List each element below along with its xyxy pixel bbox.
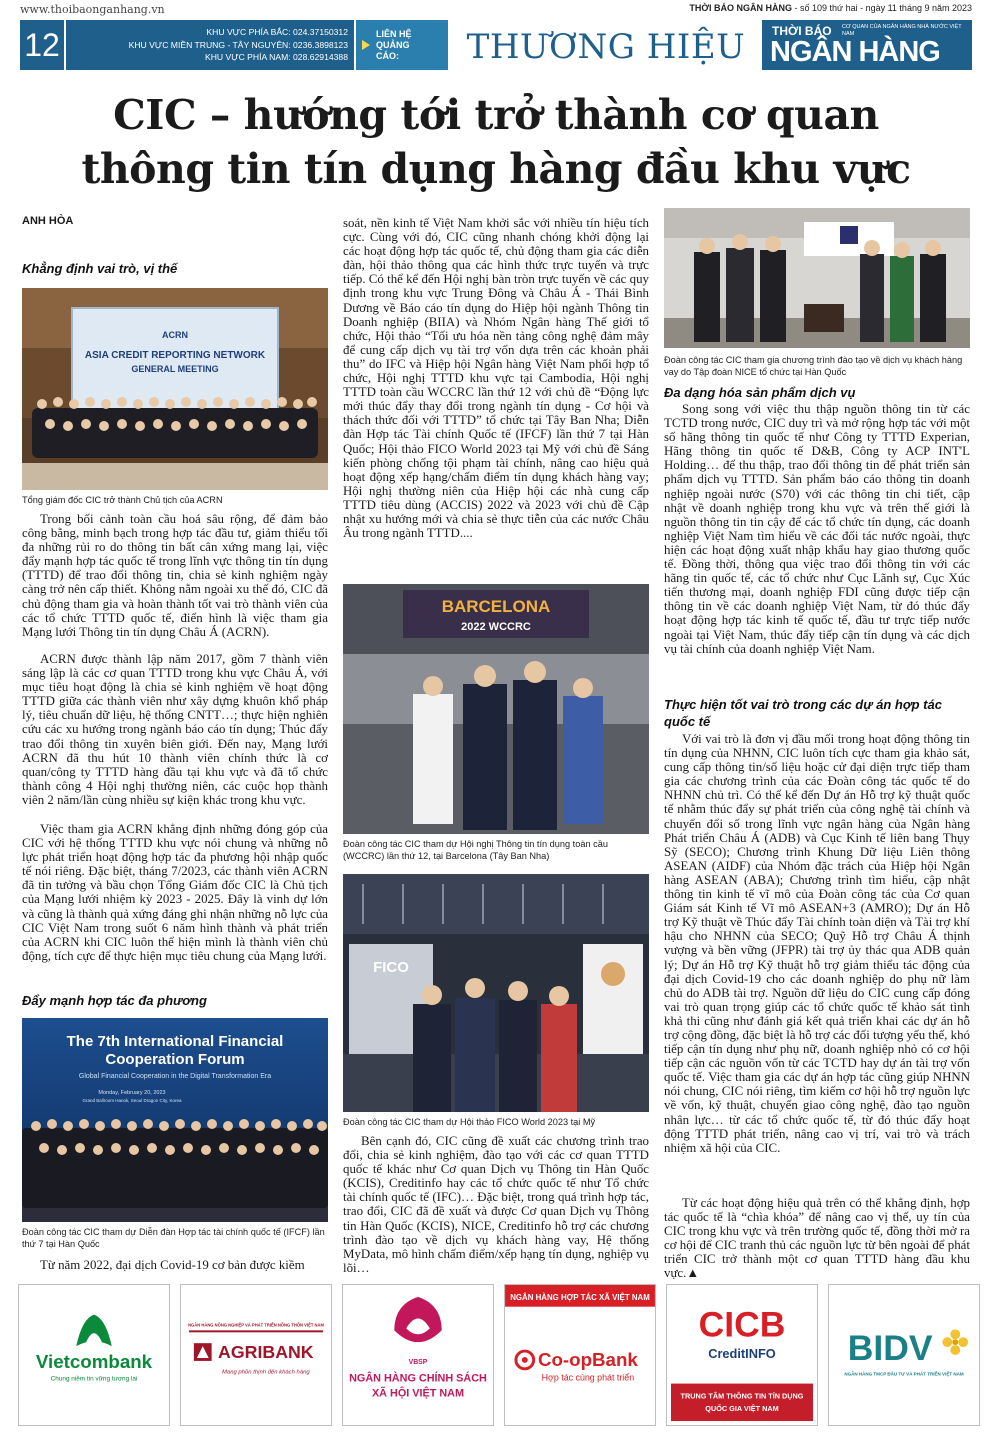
vbsp-lotus-icon (394, 1297, 441, 1342)
paragraph: Với vai trò là đơn vị đầu mối trong hoạt động thông tin tín dụng của NHNN, CIC luôn tích cực tham gia khảo sát, cung cấp thông tin/số liệu hoặc cử đại diện trực tiếp tham gia các chương trình của các Đoàn công tác quốc tế do NHNN chủ trì. Có thể kể đến Dự án Hỗ trợ kỹ thuật quốc tế nhằm thúc đẩy sự phát triển của công nghệ tài chính và chuyển đổi số trong lĩnh vực ngân hàng của Ngân hàng Phát triển Châu Á (ADB) và Cục Kinh tế liên bang Thụy Sỹ (SECO); Chương trình Khung Dữ liệu Liên thông ASEAN (AIDF) của Nhóm đặc trách của Hiệp hội Ngân hàng ASEAN (ABA); Chương trình tìm hiểu, cập nhật thông tin kinh tế vĩ mô của Đoàn công tác của Cơ quan Giám sát Kinh tế Vĩ mô ASEAN+3 (AMRO); Dự án Hỗ trợ Kỹ thuật về Thúc đẩy Tài chính toàn diện và Tài trợ khí hậu cho NHNN của SECO; Quỹ Hỗ trợ Châu Á thịnh vượng và bền vững (JFPR) tài trợ ủy thác qua ADB quản lý; Dự án Hỗ trợ Kỹ thuật hỗ trợ giảm thiểu tác động của đại dịch Covid-19 cho các doanh nghiệp do phụ nữ làm chủ do ADB tài trợ. Nguồn dữ liệu do CIC cung cấp đóng vai trò quan trọng giúp các tổ chức quốc tế khảo sát tình khả thi cũng như đánh giá kết quả triển khai các dự án hỗ trợ cộng đồng, đặc biệt là hỗ trợ các đối tượng yếu thế, khó tiếp cận tín dụng như phụ nữ, doanh nghiệp nhỏ có cơ hội tiếp cận các nguồn vốn từ các TCTD hay dự án tài trợ vốn quốc tế. Việc tham gia các dự án hợp tác cũng giúp NHNN nói chung, CIC nói riêng, tìm kiếm cơ hội hỗ trợ nguồn lực về vốn, kỹ thuật, chuyển giao công nghệ, đào tạo nguồn nhân lực… từ các tổ chức quốc tế, từ đó thúc đẩy hoạt động TTTD phát triển, nâng cao vị trí, vai trò và trách nhiệm xã hội của CIC. (664, 732, 970, 1155)
issue-date: - số 109 thứ hai - ngày 11 tháng 9 năm 2023 (792, 3, 972, 13)
forum-date: Monday, February 20, 2023 (98, 1090, 166, 1096)
photo-fico-world (343, 874, 649, 1112)
forum-title-2: Cooperation Forum (105, 1051, 245, 1068)
section-title: THƯƠNG HIỆU (466, 27, 746, 67)
paragraph: Việc tham gia ACRN khẳng định những đóng góp của CIC với hệ thống TTTD khu vực nói chung và những nỗ lực phát triển hoạt động hợp tác đa phương hội nhập quốc tế nói riêng. Đặc biệt, tháng 7/2023, các thành viên ACRN đã tin tưởng và bầu chọn Tổng Giám đốc CIC là Chủ tịch của Mạng lưới nhiệm kỳ 2023 - 2025. Đây là vinh dự lớn và cũng là thành quả xứng đáng ghi nhận những nỗ lực của CIC Việt Nam trong suốt 6 năm hình thành và phát triển của ACRN khi CIC luôn thể hiện mình là thành viên chủ động, tích cực để thực hiện mục tiêu chung của Mạng lưới. (22, 822, 328, 963)
photo-caption: Đoàn công tác CIC tham dự Hội thảo FICO World 2023 tại Mỹ (343, 1117, 596, 1127)
bidv-name: BIDV (847, 1327, 933, 1368)
masthead (762, 20, 972, 70)
headline-line: thông tin tín dụng hàng đầu khu vực (81, 145, 911, 193)
top-bar (20, 3, 972, 17)
paragraph: Từ các hoạt động hiệu quả trên có thể khẳng định, hợp tác quốc tế là “chìa khóa” để nâng cao vị thế, uy tín của CIC trong khu vực và trên trường quốc tế, đồng thời mở ra cơ hội để CIC tranh thủ các nguồn lực từ bên ngoài để phát triển CIC trở thành một cơ quan TTTD hàng đầu khu vực.▲ (664, 1196, 970, 1281)
masthead-top: THỜI BÁO (772, 24, 832, 38)
photo-wccrc-barcelona (343, 584, 649, 834)
vbsp-mark: VBSP (408, 1358, 428, 1366)
masthead-main: NGÂN HÀNG (770, 36, 940, 68)
photo-caption: Tổng giám đốc CIC trở thành Chủ tịch của ACRN (22, 495, 223, 505)
advert-line: QUẢNG (376, 40, 410, 50)
photo-caption: Đoàn công tác CIC tham gia chương trình đào tạo về dịch vụ khách hàng vay do Tập đoàn NICE tổ chức tại Hàn Quốc (664, 355, 963, 377)
banner-line-2: GENERAL MEETING (131, 364, 219, 374)
logo-cic (666, 1284, 818, 1426)
issue-name: THỜI BÁO NGÂN HÀNG (689, 3, 793, 13)
subhead: Đa dạng hóa sản phẩm dịch vụ (664, 385, 856, 400)
contact-south: KHU VỰC PHÍA NAM: 028.62914388 (204, 52, 348, 62)
contact-north: KHU VỰC PHÍA BẮC: 024.37150312 (206, 27, 348, 37)
logo-vbsp (342, 1284, 494, 1426)
vietcombank-leaf-icon (76, 1315, 111, 1347)
cic-line-2: QUỐC GIA VIỆT NAM (705, 1404, 779, 1414)
barcelona-sign: BARCELONA (441, 597, 551, 616)
forum-title-1: The 7th International Financial (66, 1033, 284, 1050)
logo-vietcombank (18, 1284, 170, 1426)
cic-brand: CreditINFO (708, 1345, 776, 1361)
forum-subtitle: Global Financial Cooperation in the Digital Transformation Era (78, 1073, 272, 1080)
advert-line: LIÊN HỆ (376, 29, 412, 39)
logo-bidv (828, 1284, 980, 1426)
masthead-tagline: CƠ QUAN CỦA NGÂN HÀNG NHÀ NƯỚC VIỆT NAM (842, 24, 962, 37)
forum-venue: Grand Ballroom Hanok, Seoul Dragon City, Korea (82, 1098, 182, 1103)
arrow-icon (362, 40, 370, 50)
coop-name: Co-opBank (537, 1348, 638, 1370)
wccrc-sign: 2022 WCCRC (461, 621, 531, 633)
headline (20, 88, 972, 196)
banner-line-1: ASIA CREDIT REPORTING NETWORK (84, 350, 266, 361)
agribank-slogan: Mang phồn thịnh đến khách hàng (222, 1369, 310, 1376)
issue-info (689, 3, 972, 13)
paragraph: soát, nền kinh tế Việt Nam khởi sắc với nhiều tín hiệu tích cực. Cùng với đó, CIC cũng nhanh chóng khởi động lại các hoạt động hợp tác quốc tế, chủ động tham gia các diễn đàn, hội thảo thông qua các hình thức trực tuyến và trực tiếp. Có thể kể đến Hội nghị bàn tròn trực tuyến về các quy định trong khu vực Trung Đông và Châu Á - Thái Bình Dương về Báo cáo tín dụng do Hiệp hội ngành Thông tin Doanh nghiệp (BIIA) và Nhóm Ngân hàng Thế giới tổ chức, Hội thảo “Tối ưu hóa nền tảng công nghệ đảm mây để cung cấp dịch vụ tài trợ vốn dựa trên các khoản phải thu” do IFC và Hiệp hội Ngân hàng Việt Nam phối hợp tổ chức, Hội nghị TTTD khu vực tại Cambodia, Hội nghị TTTD toàn cầu WCCRC lần thứ 12 với chủ đề “Động lực mới thúc đẩy thay đổi trong ngành tín dụng - Cơ hội và thách thức đối với TTTD” tổ chức tại Tây Ban Nha; Diễn đàn Hợp tác Tài chính Quốc tế (IFCF) lần thứ 7 tại Hàn Quốc; Hội thảo FICO World 2023 tại Mỹ với chủ đề Sáng kiến phòng chống tội phạm tài chính, nâng cao hiệu quả hoạt động xếp hạng/chấm điểm tín dụng khách hàng vay; Hội nghị thường niên của Hiệp hội các nhà cung cấp TTTD tiêu dùng (ACCIS) 2022 và 2023 với chủ đề Cập nhật xu hướng mới và chia sẻ thực tiễn của các nước Châu Âu trong ngành TTTD.... (343, 216, 649, 541)
paragraph: Song song với việc thu thập nguồn thông tin từ các TCTD trong nước, CIC duy trì và mở rộng hợp tác với một số hãng thông tin quốc tế như Công ty TTTD Experian, Hãng thông tin quốc tế D&B, Công ty ACP INT'L Holding… để thu thập, trao đổi thông tin để phát triển sản phẩm dịch vụ TTTD. Sản phẩm báo cáo thông tin doanh nghiệp ngoài nước (S70) với các thông tin chi tiết, cập nhật về doanh nghiệp trong khu vực và trên thế giới là nguồn thông tin tin cậy để các tổ chức tín dụng, các doanh nghiệp Việt Nam tìm hiểu về các đối tác nước ngoài, thực hiện các hoạt động xuất nhập khẩu hay giao thương quốc tế. Đồng thời, thông qua việc trao đổi thông tin với các hãng tin quốc tế, các tổ chức như Cục Lãnh sự, Cục Xúc tiến thương mại, doanh nghiệp FDI cũng được tiếp cận thông tin về các doanh nghiệp Việt Nam, từ đó thúc đẩy hoạt động hợp tác kinh tế quốc tế, đầu tư trực tiếp nước ngoài tại Việt Nam, thúc đẩy tiếp cận tín dụng và các dịch vụ tài chính của doanh nghiệp Việt Nam. (664, 402, 970, 656)
vbsp-line-1: NGÂN HÀNG CHÍNH SÁCH (349, 1372, 487, 1385)
headline-line: CIC – hướng tới trở thành cơ quan (113, 91, 879, 139)
subhead: Khẳng định vai trò, vị thế (22, 261, 178, 276)
paragraph: ACRN được thành lập năm 2017, gồm 7 thành viên sáng lập là các cơ quan TTTD trong khu vực Châu Á, với mục tiêu hoạt động là chia sẻ kinh nghiệm về hoạt động TTTD giữa các thành viên như xây dựng khuôn khổ pháp lý, tiêu chuẩn dữ liệu, hệ thống CNTT…; thực hiện nghiên cứu các xu hướng trong ngành báo cáo tín dụng; Thúc đẩy trao đổi thông tin xuyên biên giới. Đến nay, Mạng lưới ACRN đã thu hút 10 thành viên chính thức là cơ quan/công ty TTTD hàng đầu tại khu vực và đã tổ chức thành công 4 Hội nghị thường niên, các cuộc họp thành viên 2 năm/lần cùng nhiều sự kiện khác trong khu vực. (22, 652, 328, 807)
bidv-sub: NGÂN HÀNG TMCP ĐẦU TƯ VÀ PHÁT TRIỂN VIỆT NAM (844, 1371, 964, 1377)
contact-central: KHU VỰC MIỀN TRUNG - TÂY NGUYÊN: 0236.3898123 (128, 39, 348, 50)
ad-contacts (66, 20, 354, 70)
photo-caption: Đoàn công tác CIC tham dự Diễn đàn Hợp tác tài chính quốc tế (IFCF) lần thứ 7 tại Hàn Quốc (22, 1227, 325, 1249)
coop-top: NGÂN HÀNG HỢP TÁC XÃ VIỆT NAM (510, 1292, 650, 1302)
cic-line-1: TRUNG TÂM THÔNG TIN TÍN DỤNG (680, 1391, 804, 1401)
byline: ANH HÒA (22, 215, 74, 227)
vbsp-line-2: XÃ HỘI VIỆT NAM (371, 1387, 465, 1400)
banner-logo: ACRN (162, 330, 188, 340)
page-number: 12 (20, 20, 64, 70)
photo-ifcf-forum (22, 1018, 328, 1222)
vietcombank-name: Vietcombank (35, 1350, 153, 1372)
subhead: Thực hiện tốt vai trò trong các dự án hợp tác quốc tế (664, 697, 942, 729)
agribank-name: AGRIBANK (218, 1341, 314, 1362)
page-header (20, 20, 972, 70)
bidv-flower-icon (942, 1329, 968, 1355)
fico-sign: FICO (373, 959, 409, 976)
paragraph: Trong bối cảnh toàn cầu hoá sâu rộng, để đảm bảo công bằng, minh bạch trong hợp tác đầu tư, giảm thiểu tối đa những rủi ro do thông tin bất cân xứng mang lại, việc đẩy mạnh hợp tác quốc tế trong lĩnh vực thông tin tín dụng (TTTD) để trao đổi thông tin, chia sẻ kinh nghiệm ngày càng trở nên cấp thiết. Không nằm ngoài xu thế đó, CIC đã chủ động tham gia và hoàn thành tốt vai trò thành viên của các tổ chức TTTD quốc tế, điển hình là việc tham gia Mạng lưới Thông tin tín dụng Châu Á (ACRN). (22, 512, 328, 639)
cic-mark: CICB (698, 1304, 786, 1345)
photo-acrn-meeting (22, 288, 328, 490)
photo-nice-training (664, 208, 970, 348)
advert-line: CÁO: (376, 51, 399, 61)
advert-label (356, 20, 448, 70)
agribank-top: NGÂN HÀNG NÔNG NGHIỆP VÀ PHÁT TRIỂN NÔNG THÔN VIỆT NAM (188, 1322, 324, 1328)
paragraph: Bên cạnh đó, CIC cũng đề xuất các chương trình trao đổi, chia sẻ kinh nghiệm, đào tạo với các cơ quan TTTD quốc tế khác như Cơ quan Dịch vụ Thông tin Hàn Quốc (KCIS), Creditinfo hay các tổ chức quốc tế như Tổ chức tài chính quốc tế (IFC)… Đặc biệt, trong quá trình hợp tác, trao đổi, CIC đã đề xuất và được Cơ quan Dịch vụ Thông tin Hàn Quốc (KCIS), NICE, Creditinfo hỗ trợ các chương trình đào tạo về dịch vụ khách hàng vay, Hệ thống MyData, mô hình chấm điểm/xếp hạng tín dụng, nghiệp vụ lõi… (343, 1134, 649, 1275)
logo-agribank (180, 1284, 332, 1426)
sponsor-logos (14, 1284, 980, 1426)
agribank-emblem-icon (194, 1343, 212, 1361)
photo-caption: Đoàn công tác CIC tham dự Hội nghị Thông tin tín dụng toàn cầu (WCCRC) lần thứ 12, tại Barcelona (Tây Ban Nha) (343, 839, 608, 861)
paragraph: Từ năm 2022, đại dịch Covid-19 cơ bản được kiềm (40, 1258, 305, 1272)
coopbank-swirl-icon (516, 1351, 534, 1369)
vietcombank-slogan: Chung niềm tin vững tương lai (50, 1375, 138, 1383)
coop-slogan: Hợp tác cùng phát triển (541, 1372, 635, 1383)
website-url: www.thoibaonganhang.vn (20, 3, 165, 16)
logo-coopbank (504, 1284, 656, 1426)
subhead: Đẩy mạnh hợp tác đa phương (22, 993, 207, 1008)
